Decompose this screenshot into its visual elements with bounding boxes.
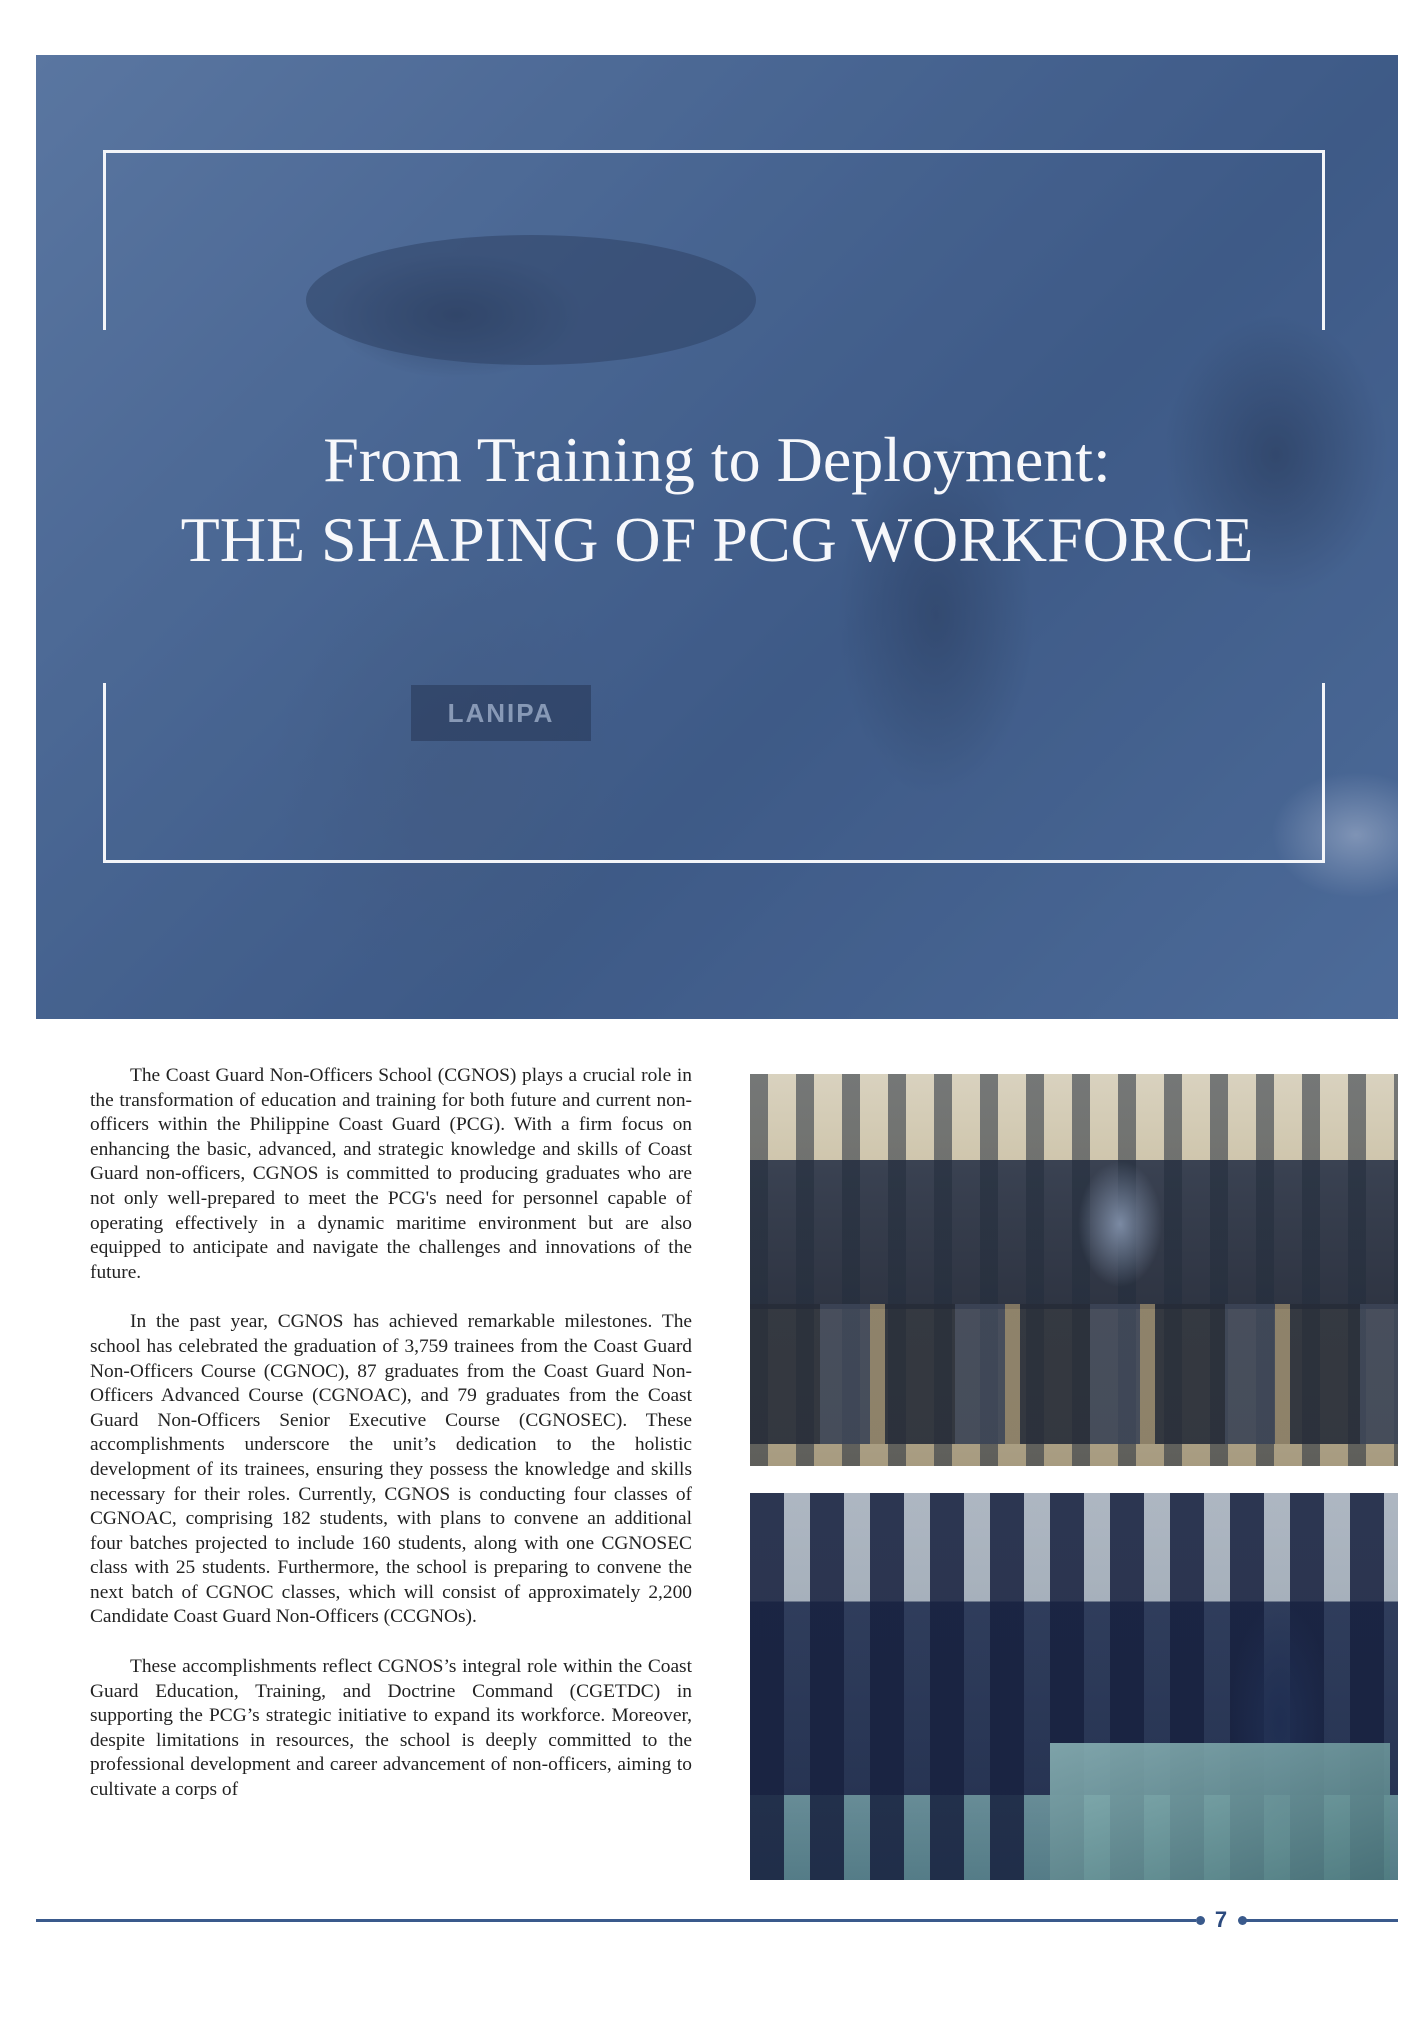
photo-trainees-ground	[750, 1304, 1398, 1444]
footer-rule-right	[1245, 1919, 1398, 1922]
article-paragraph-3: These accomplishments reflect CGNOS’s integral role within the Coast Guard Education, Training, and Doctrine Command (CGETDC) in supporting the PCG’s strategic initiative to expand its workforce. Moreover, despite limitations in resources, the school is deeply committed to the professional development and career advancement of non-officers, aiming to cultivate a corps of	[90, 1656, 692, 1801]
photo-trainees-pushups	[750, 1074, 1398, 1466]
hero-frame-top	[103, 150, 1325, 330]
photo-bridge-console	[1050, 1743, 1390, 1880]
photo-ship-bridge-briefing	[750, 1493, 1398, 1880]
hero-frame-bottom	[103, 683, 1325, 863]
hero-name-tag: LANIPA	[411, 685, 591, 741]
article-body	[90, 1064, 692, 1828]
page-number: 7	[1214, 1907, 1228, 1932]
article-paragraph-1: The Coast Guard Non-Officers School (CGNOS) plays a crucial role in the transformation of education and training for both future and current non-officers within the Philippine Coast Guard (PCG). With a firm focus on enhancing the basic, advanced, and strategic knowledge and skills of Coast Guard non-officers, CGNOS is committed to producing graduates who are not only well-prepared to meet the PCG's need for personnel capable of operating effectively in a dynamic maritime environment but are also equipped to anticipate and navigate the challenges and innovations of the future.	[90, 1065, 692, 1283]
article-paragraph-2: In the past year, CGNOS has achieved remarkable milestones. The school has celebrated the graduation of 3,759 trainees from the Coast Guard Non-Officers Course (CGNOC), 87 graduates from the Coast Guard Non-Officers Advanced Course (CGNOAC), and 79 graduates from the Coast Guard Non-Officers Senior Executive Course (CGNOSEC). These accomplishments underscore the unit’s dedication to the holistic development of its trainees, ensuring they possess the knowledge and skills necessary for their roles. Currently, CGNOS is conducting four classes of CGNOAC, comprising 182 students, with plans to convene an additional four batches projected to include 160 students, along with one CGNOSEC class with 25 students. Furthermore, the school is preparing to convene the next batch of CGNOC classes, which will consist of approximately 2,200 Candidate Coast Guard Non-Officers (CCGNOs).	[90, 1311, 692, 1628]
hero-title-line-1: From Training to Deployment:	[323, 424, 1111, 495]
hero-title-line-2: THE SHAPING OF PCG WORKFORCE	[180, 504, 1254, 575]
hero-banner	[36, 55, 1398, 1019]
footer-rule-left	[36, 1919, 1196, 1922]
footer-dot-left	[1196, 1916, 1205, 1925]
